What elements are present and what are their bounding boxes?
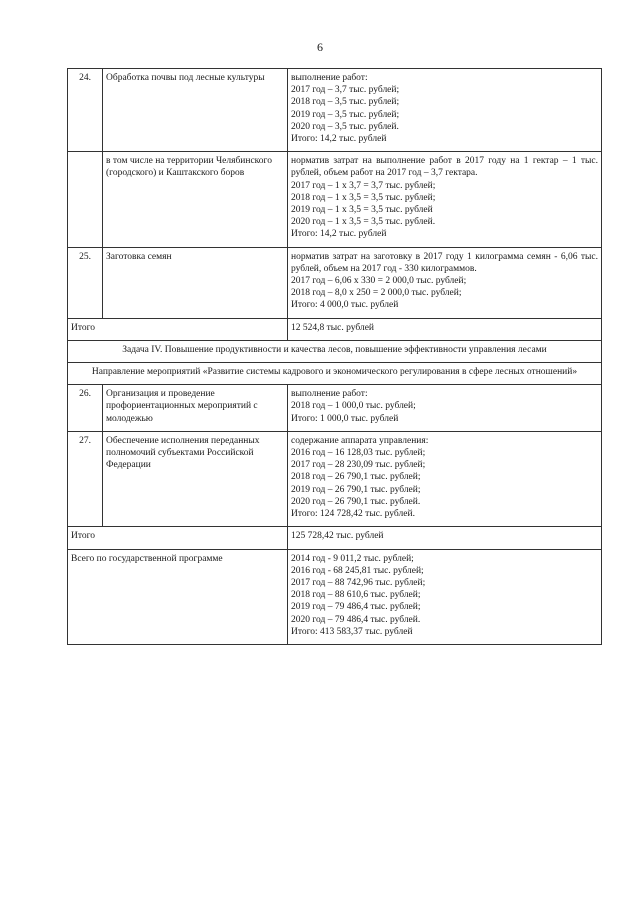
funding-details [288, 431, 602, 526]
funding-total: Итого: 1 000,0 тыс. рублей [291, 413, 399, 424]
funding-line: 2016 год - 68 245,81 тыс. рублей; [291, 565, 424, 576]
funding-details [288, 152, 602, 247]
task-heading: Задача IV. Повышение продуктивности и качества лесов, повышение эффективности управления лесами [68, 340, 602, 362]
funding-line: 2018 год – 26 790,1 тыс. рублей; [291, 472, 421, 483]
funding-total: Итого: 14,2 тыс. рублей [291, 229, 387, 240]
funding-line: 2014 год - 9 011,2 тыс. рублей; [291, 553, 414, 564]
activity-name: Заготовка семян [103, 247, 288, 318]
total-label: Итого [68, 318, 288, 340]
row-number: 26. [68, 385, 103, 432]
funding-details [288, 69, 602, 152]
table-row-grand-total [68, 549, 602, 644]
total-label: Итого [68, 527, 288, 549]
table-row-24 [68, 69, 602, 152]
table-row-26 [68, 385, 602, 432]
funding-line: 2017 год – 88 742,96 тыс. рублей; [291, 577, 426, 588]
funding-line: 2019 год – 79 486,4 тыс. рублей; [291, 602, 421, 613]
activity-name: Организация и проведение профориентационных мероприятий с молодежью [103, 385, 288, 432]
funding-line: выполнение работ: [291, 73, 368, 83]
funding-details [288, 247, 602, 318]
table-row-total [68, 527, 602, 549]
funding-line: 2016 год – 16 128,03 тыс. рублей; [291, 448, 426, 459]
funding-line: 2019 год – 3,5 тыс. рублей; [291, 109, 400, 120]
activity-name: Обеспечение исполнения переданных полномочий субъектами Российской Федерации [103, 431, 288, 526]
program-table [67, 68, 602, 645]
funding-total: Итого: 124 728,42 тыс. рублей. [291, 509, 415, 520]
table-row-25 [68, 247, 602, 318]
funding-line: 2020 год – 1 х 3,5 = 3,5 тыс. рублей. [291, 217, 436, 228]
table-row-total [68, 318, 602, 340]
funding-intro: норматив затрат на заготовку в 2017 году 1 килограмма семян - 6,06 тыс. рублей, объем на 2017 год - 330 килограммов. [291, 251, 598, 274]
table-row-direction [68, 363, 602, 385]
funding-line: 2018 год – 1 х 3,5 = 3,5 тыс. рублей; [291, 192, 436, 203]
funding-total: Итого: 413 583,37 тыс. рублей [291, 626, 413, 637]
grand-total-label: Всего по государственной программе [68, 549, 288, 644]
funding-line: 2018 год – 8,0 х 250 = 2 000,0 тыс. рублей; [291, 288, 462, 299]
table-row-task [68, 340, 602, 362]
row-number-empty [68, 152, 103, 247]
direction-heading: Направление мероприятий «Развитие системы кадрового и экономического регулирования в сфере лесных отношений» [68, 363, 602, 385]
page-number: 6 [317, 40, 323, 54]
table-row-24-sub [68, 152, 602, 247]
funding-total: Итого: 14,2 тыс. рублей [291, 134, 387, 145]
funding-line: 2020 год – 26 790,1 тыс. рублей. [291, 496, 421, 507]
row-number: 27. [68, 431, 103, 526]
funding-line: содержание аппарата управления: [291, 435, 429, 446]
funding-line: 2018 год – 3,5 тыс. рублей; [291, 97, 400, 108]
row-number: 25. [68, 247, 103, 318]
funding-line: 2017 год – 3,7 тыс. рублей; [291, 85, 400, 96]
row-number: 24. [68, 69, 103, 152]
funding-line: 2017 год – 1 х 3,7 = 3,7 тыс. рублей; [291, 180, 436, 191]
funding-line: выполнение работ: [291, 389, 368, 400]
total-value: 12 524,8 тыс. рублей [288, 318, 602, 340]
funding-line: 2017 год – 6,06 х 330 = 2 000,0 тыс. рублей; [291, 276, 467, 287]
funding-total: Итого: 4 000,0 тыс. рублей [291, 300, 399, 311]
funding-line: 2019 год – 1 х 3,5 = 3,5 тыс. рублей [291, 205, 433, 216]
grand-total-details [288, 549, 602, 644]
funding-line: 2018 год – 1 000,0 тыс. рублей; [291, 401, 416, 412]
funding-line: 2017 год – 28 230,09 тыс. рублей; [291, 460, 426, 471]
funding-intro: норматив затрат на выполнение работ в 2017 году на 1 гектар – 1 тыс. рублей, объем работ на 2017 год – 3,7 гектара. [291, 156, 598, 179]
total-value: 125 728,42 тыс. рублей [288, 527, 602, 549]
activity-name: Обработка почвы под лесные культуры [103, 69, 288, 152]
funding-line: 2019 год – 26 790,1 тыс. рублей; [291, 484, 421, 495]
funding-details [288, 385, 602, 432]
activity-name: в том числе на территории Челябинского (городского) и Каштакского боров [103, 152, 288, 247]
funding-line: 2020 год – 3,5 тыс. рублей. [291, 121, 399, 132]
table-row-27 [68, 431, 602, 526]
funding-line: 2018 год – 88 610,6 тыс. рублей; [291, 590, 421, 601]
funding-line: 2020 год – 79 486,4 тыс. рублей. [291, 614, 421, 625]
